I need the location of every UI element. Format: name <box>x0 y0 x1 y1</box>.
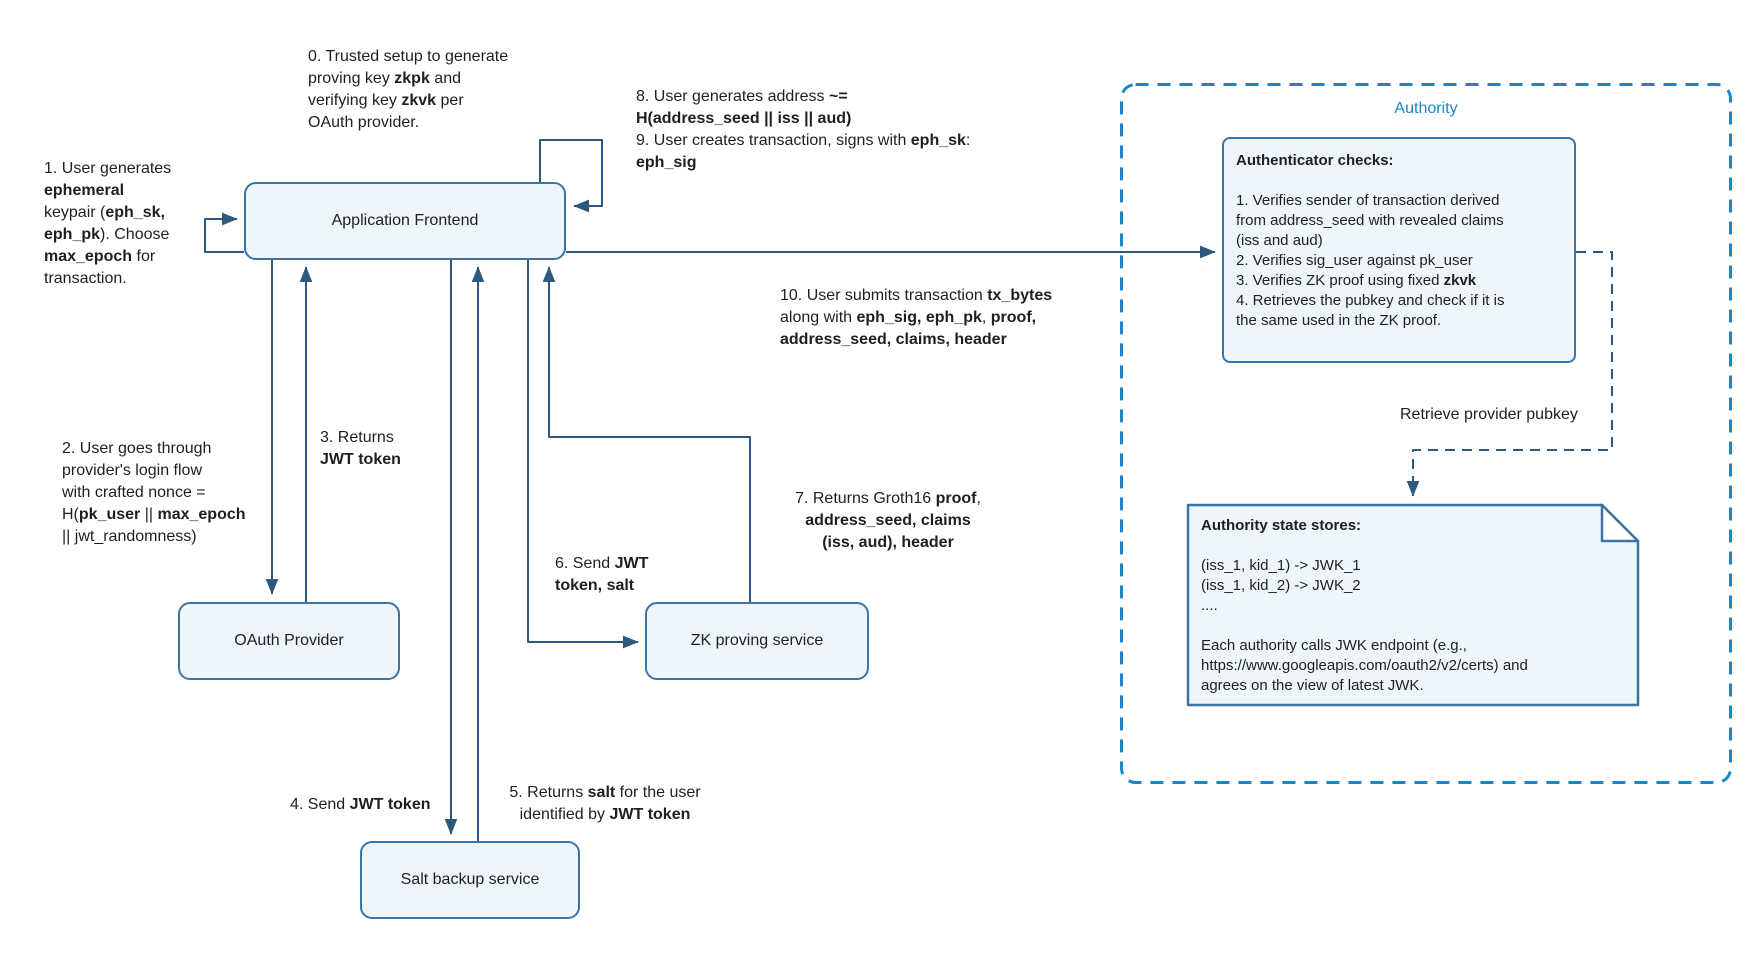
node-label: Salt backup service <box>400 871 540 888</box>
node-label: Application Frontend <box>331 212 479 229</box>
step-0-annotation: 0. Trusted setup to generate proving key zkpk and verifying key zkvk per OAuth provider. <box>308 48 509 131</box>
step-3-annotation: 3. Returns JWT token <box>320 429 401 468</box>
node-zk-proving-service <box>645 602 869 680</box>
step-2-annotation: 2. User goes through provider's login flow with crafted nonce = H(pk_user || max_epoch || jwt_randomness) <box>62 440 246 545</box>
step-10-annotation: 10. User submits transaction tx_bytes along with eph_sig, eph_pk, proof, address_seed, claims, header <box>780 287 1053 348</box>
node-application-frontend <box>244 182 566 260</box>
authority-title: Authority <box>1394 100 1458 117</box>
step-6-annotation: 6. Send JWT token, salt <box>555 555 649 594</box>
authenticator-checks-panel <box>1222 137 1576 363</box>
node-oauth-provider <box>178 602 400 680</box>
authority-state-body: (iss_1, kid_1) -> JWK_1 (iss_1, kid_2) -> JWK_2 .... Each authority calls JWK endpoint (e.g., https://www.googleapis.com/oauth2/v2/certs) and agrees on the view of latest JWK. <box>1201 557 1528 694</box>
authority-state-title: Authority state stores: <box>1201 517 1362 534</box>
step-7-annotation: 7. Returns Groth16 proof, address_seed, claims (iss, aud), header <box>795 490 981 551</box>
step-1-annotation: 1. User generates ephemeral keypair (eph_sk, eph_pk). Choose max_epoch for transaction. <box>44 160 172 287</box>
step-5-annotation: 5. Returns salt for the user identified by JWT token <box>509 784 701 823</box>
arrow-proof-return <box>549 267 750 602</box>
authenticator-checks-title: Authenticator checks: <box>1236 152 1394 169</box>
node-label: ZK proving service <box>690 632 824 649</box>
arrow-keygen-selfloop <box>205 219 244 252</box>
step-4-annotation: 4. Send JWT token <box>290 796 431 813</box>
step-8-9-annotation: 8. User generates address ~= H(address_seed || iss || aud) 9. User creates transaction, signs with eph_sk: eph_sig <box>636 88 971 171</box>
retrieve-pubkey-label: Retrieve provider pubkey <box>1400 406 1578 423</box>
authority-state-note <box>1201 516 1625 696</box>
authenticator-checks-body: 1. Verifies sender of transaction derived from address_seed with revealed claims (iss and aud) 2. Verifies sig_user against pk_user 3. Verifies ZK proof using fixed zkvk 4. Retrieves the pubkey and check if it is the same used in the ZK proof. <box>1236 192 1505 329</box>
node-salt-backup-service <box>360 841 580 919</box>
node-label: OAuth Provider <box>234 632 344 649</box>
